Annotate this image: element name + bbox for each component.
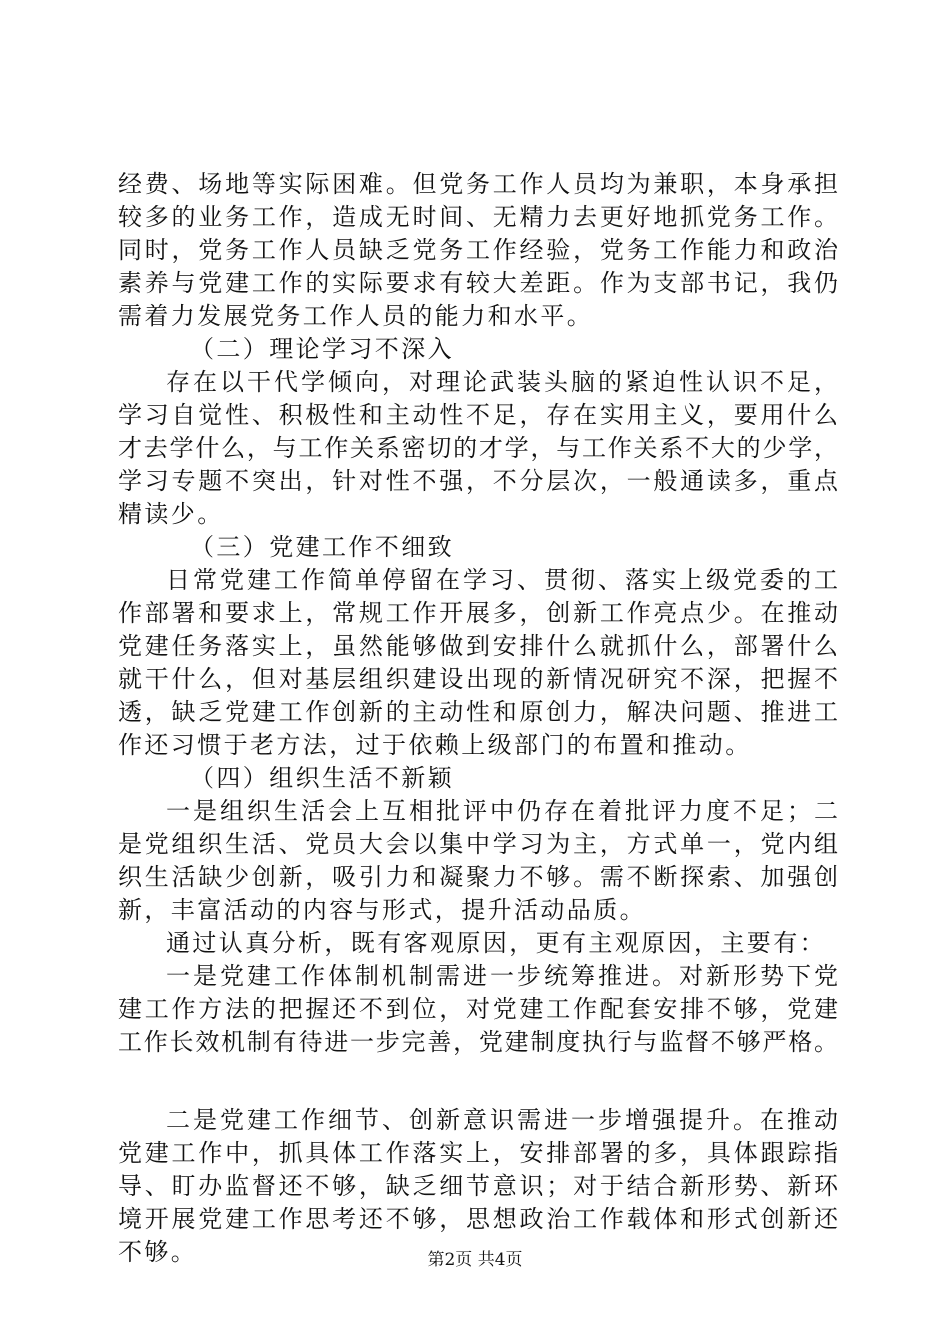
text-line: 透，缺乏党建工作创新的主动性和原创力，解决问题、推进工 (118, 698, 838, 726)
text-line: 才去学什么，与工作关系密切的才学，与工作关系不大的少学， (118, 434, 838, 462)
text-line: 导、盯办监督还不够，缺乏细节意识；对于结合新形势、新环 (118, 1172, 838, 1200)
text-line: 织生活缺少创新，吸引力和凝聚力不够。需不断探索、加强创 (118, 863, 838, 891)
text-line: 党建任务落实上，虽然能够做到安排什么就抓什么，部署什么 (118, 632, 838, 660)
paragraph (118, 795, 838, 927)
paragraph (118, 960, 838, 1059)
text-line: 党建工作中，抓具体工作落实上，安排部署的多，具体跟踪指 (118, 1139, 838, 1167)
text-line: 作部署和要求上，常规工作开展多，创新工作亮点少。在推动 (118, 599, 838, 627)
text-line: 是党组织生活、党员大会以集中学习为主，方式单一，党内组 (118, 830, 838, 858)
text-line: 通过认真分析，既有客观原因，更有主观原因，主要有： (166, 929, 826, 957)
text-line: 不够。 (118, 1238, 198, 1266)
text-line: 一是组织生活会上互相批评中仍存在着批评力度不足；二 (166, 797, 838, 825)
text-line: 工作长效机制有待进一步完善，党建制度执行与监督不够严格。 (118, 1028, 838, 1056)
text-line: 学习专题不突出，针对性不强，不分层次，一般通读多，重点 (118, 467, 838, 495)
text-line: 学习自觉性、积极性和主动性不足，存在实用主义，要用什么 (118, 401, 838, 429)
paragraph (118, 168, 838, 333)
text-line: 存在以干代学倾向，对理论武装头脑的紧迫性认识不足， (166, 368, 838, 396)
text-line: 作还习惯于老方法，过于依赖上级部门的布置和推动。 (118, 731, 752, 759)
paragraph (118, 564, 838, 762)
page-number-footer: 第2页 共4页 (427, 1250, 523, 1270)
section-heading: （三）党建工作不细致 (190, 533, 454, 561)
paragraph (118, 366, 838, 531)
text-line: 建工作方法的把握还不到位，对党建工作配套安排不够，党建 (118, 995, 838, 1023)
text-line: 二是党建工作细节、创新意识需进一步增强提升。在推动 (166, 1106, 838, 1134)
text-line: 需着力发展党务工作人员的能力和水平。 (118, 302, 594, 330)
text-line: 同时，党务工作人员缺乏党务工作经验，党务工作能力和政治 (118, 236, 838, 264)
text-line: 精读少。 (118, 500, 224, 528)
text-line: 境开展党建工作思考还不够，思想政治工作载体和形式创新还 (118, 1205, 838, 1233)
body-text (118, 168, 838, 1269)
section-heading: （四）组织生活不新颖 (190, 764, 454, 792)
text-line: 日常党建工作简单停留在学习、贯彻、落实上级党委的工 (166, 566, 838, 594)
text-line: 经费、场地等实际困难。但党务工作人员均为兼职，本身承担 (118, 170, 838, 198)
text-line: 新，丰富活动的内容与形式，提升活动品质。 (118, 896, 646, 924)
text-line: 较多的业务工作，造成无时间、无精力去更好地抓党务工作。 (118, 203, 838, 231)
text-line: 一是党建工作体制机制需进一步统筹推进。对新形势下党 (166, 962, 838, 990)
text-line: 素养与党建工作的实际要求有较大差距。作为支部书记，我仍 (118, 269, 838, 297)
section-heading: （二）理论学习不深入 (190, 335, 454, 363)
paragraph-gap (118, 1059, 838, 1104)
paragraph (118, 927, 838, 960)
text-line: 就干什么，但对基层组织建设出现的新情况研究不深，把握不 (118, 665, 838, 693)
